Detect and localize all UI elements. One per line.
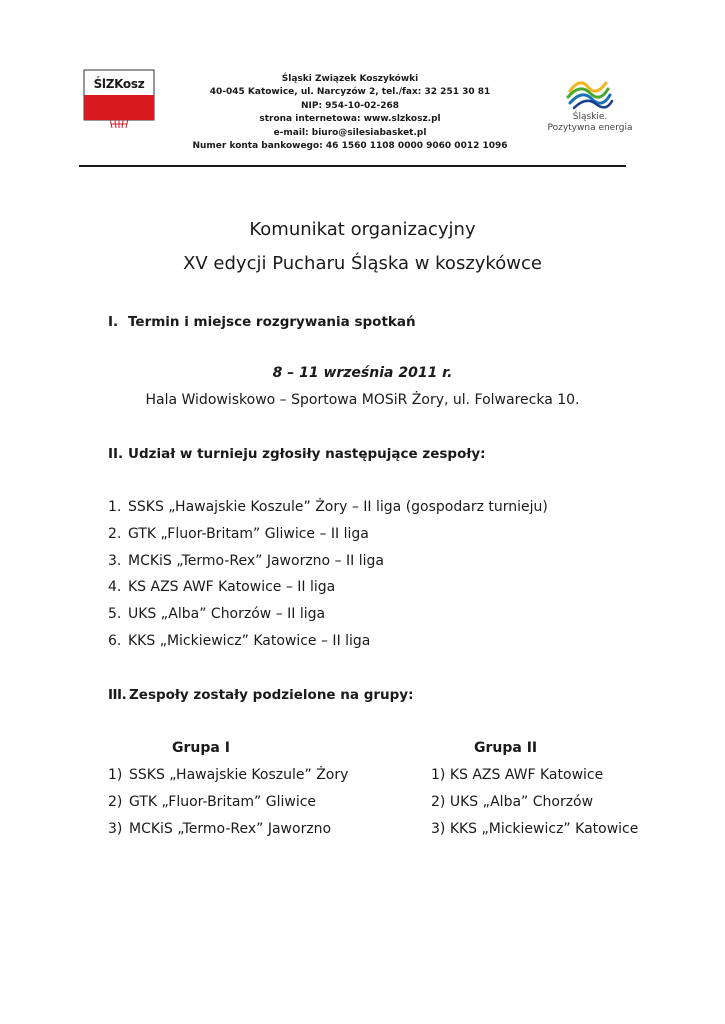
list-item-number: 2) xyxy=(108,793,123,810)
list-item xyxy=(108,524,668,551)
list-item xyxy=(431,792,671,819)
list-item-number: 1. xyxy=(108,499,122,515)
section-1-title: Termin i miejsce rozgrywania spotkań xyxy=(128,314,416,330)
teams-list xyxy=(108,497,668,658)
group-1-title: Grupa I xyxy=(172,740,230,756)
section-2-heading xyxy=(108,446,668,466)
list-item-text: 3) KKS „Mickiewicz” Katowice xyxy=(431,820,639,837)
list-item xyxy=(108,792,408,819)
org-nip: NIP: 954-10-02-268 xyxy=(300,100,400,111)
list-item xyxy=(108,631,668,658)
list-item-text: UKS „Alba” Chorzów – II liga xyxy=(128,606,326,623)
document-title: Komunikat organizacyjny xyxy=(249,219,476,240)
document-subtitle: XV edycji Pucharu Śląska w koszykówce xyxy=(183,253,542,274)
section-1-number: I. xyxy=(108,314,119,330)
section-3-number: III. xyxy=(108,687,127,703)
list-item xyxy=(108,765,408,792)
list-item xyxy=(431,819,671,846)
event-date: 8 – 11 września 2011 r. xyxy=(272,365,453,381)
header-divider xyxy=(79,165,626,167)
list-item-text: KKS „Mickiewicz” Katowice – II liga xyxy=(128,632,371,649)
header-info xyxy=(175,73,525,153)
list-item-number: 1) xyxy=(108,767,123,783)
group-1-list xyxy=(108,765,408,845)
slzkosz-logo xyxy=(83,69,155,129)
section-3-heading xyxy=(108,687,668,707)
list-item-number: 2. xyxy=(108,525,122,542)
list-item-text: GTK „Fluor-Britam” Gliwice xyxy=(129,793,317,810)
list-item xyxy=(431,765,671,792)
list-item xyxy=(108,819,408,846)
section-1-heading xyxy=(108,314,668,334)
list-item-number: 6. xyxy=(108,632,122,649)
list-item-text: SSKS „Hawajskie Koszule” Żory xyxy=(129,767,349,783)
list-item xyxy=(108,497,668,524)
list-item-number: 3. xyxy=(108,552,122,569)
section-3-title: Zespoły zostały podzielone na grupy: xyxy=(129,687,414,703)
slzkosz-logo-text: ŚlZKosz xyxy=(93,77,145,91)
slaskie-logo-line2: Pozytywna energia xyxy=(547,123,633,133)
group-2-list xyxy=(431,765,671,845)
org-address: 40-045 Katowice, ul. Narcyzów 2, tel./fax: 32 251 30 81 xyxy=(209,87,491,98)
list-item-text: MCKiS „Termo-Rex” Jaworzno – II liga xyxy=(128,552,384,569)
list-item-text: 1) KS AZS AWF Katowice xyxy=(431,767,604,783)
org-website: strona internetowa: www.slzkosz.pl xyxy=(259,114,441,125)
list-item-text: KS AZS AWF Katowice – II liga xyxy=(128,579,336,596)
section-2-number: II. xyxy=(108,446,124,462)
list-item-text: 2) UKS „Alba” Chorzów xyxy=(431,793,594,810)
list-item-number: 5. xyxy=(108,606,122,623)
list-item-text: GTK „Fluor-Britam” Gliwice – II liga xyxy=(128,525,369,542)
list-item xyxy=(108,551,668,578)
list-item xyxy=(108,577,668,604)
list-item-text: SSKS „Hawajskie Koszule” Żory – II liga (gospodarz turnieju) xyxy=(128,499,548,515)
org-email: e-mail: biuro@silesiabasket.pl xyxy=(273,127,427,138)
section-2-title: Udział w turnieju zgłosiły następujące zespoły: xyxy=(128,446,486,462)
slaskie-logo xyxy=(540,71,640,135)
list-item xyxy=(108,604,668,631)
group-2-title: Grupa II xyxy=(474,740,538,756)
org-bank-account: Numer konta bankowego: 46 1560 1108 0000 9060 0012 1096 xyxy=(192,141,508,152)
event-venue: Hala Widowiskowo – Sportowa MOSiR Żory, ul. Folwarecka 10. xyxy=(145,392,580,408)
slaskie-logo-line1: Śląskie. xyxy=(572,112,608,122)
list-item-number: 3) xyxy=(108,820,123,837)
list-item-text: MCKiS „Termo-Rex” Jaworzno xyxy=(129,820,332,837)
org-name: Śląski Związek Koszykówki xyxy=(281,74,419,84)
wave-icon xyxy=(540,71,640,111)
list-item-number: 4. xyxy=(108,579,122,596)
